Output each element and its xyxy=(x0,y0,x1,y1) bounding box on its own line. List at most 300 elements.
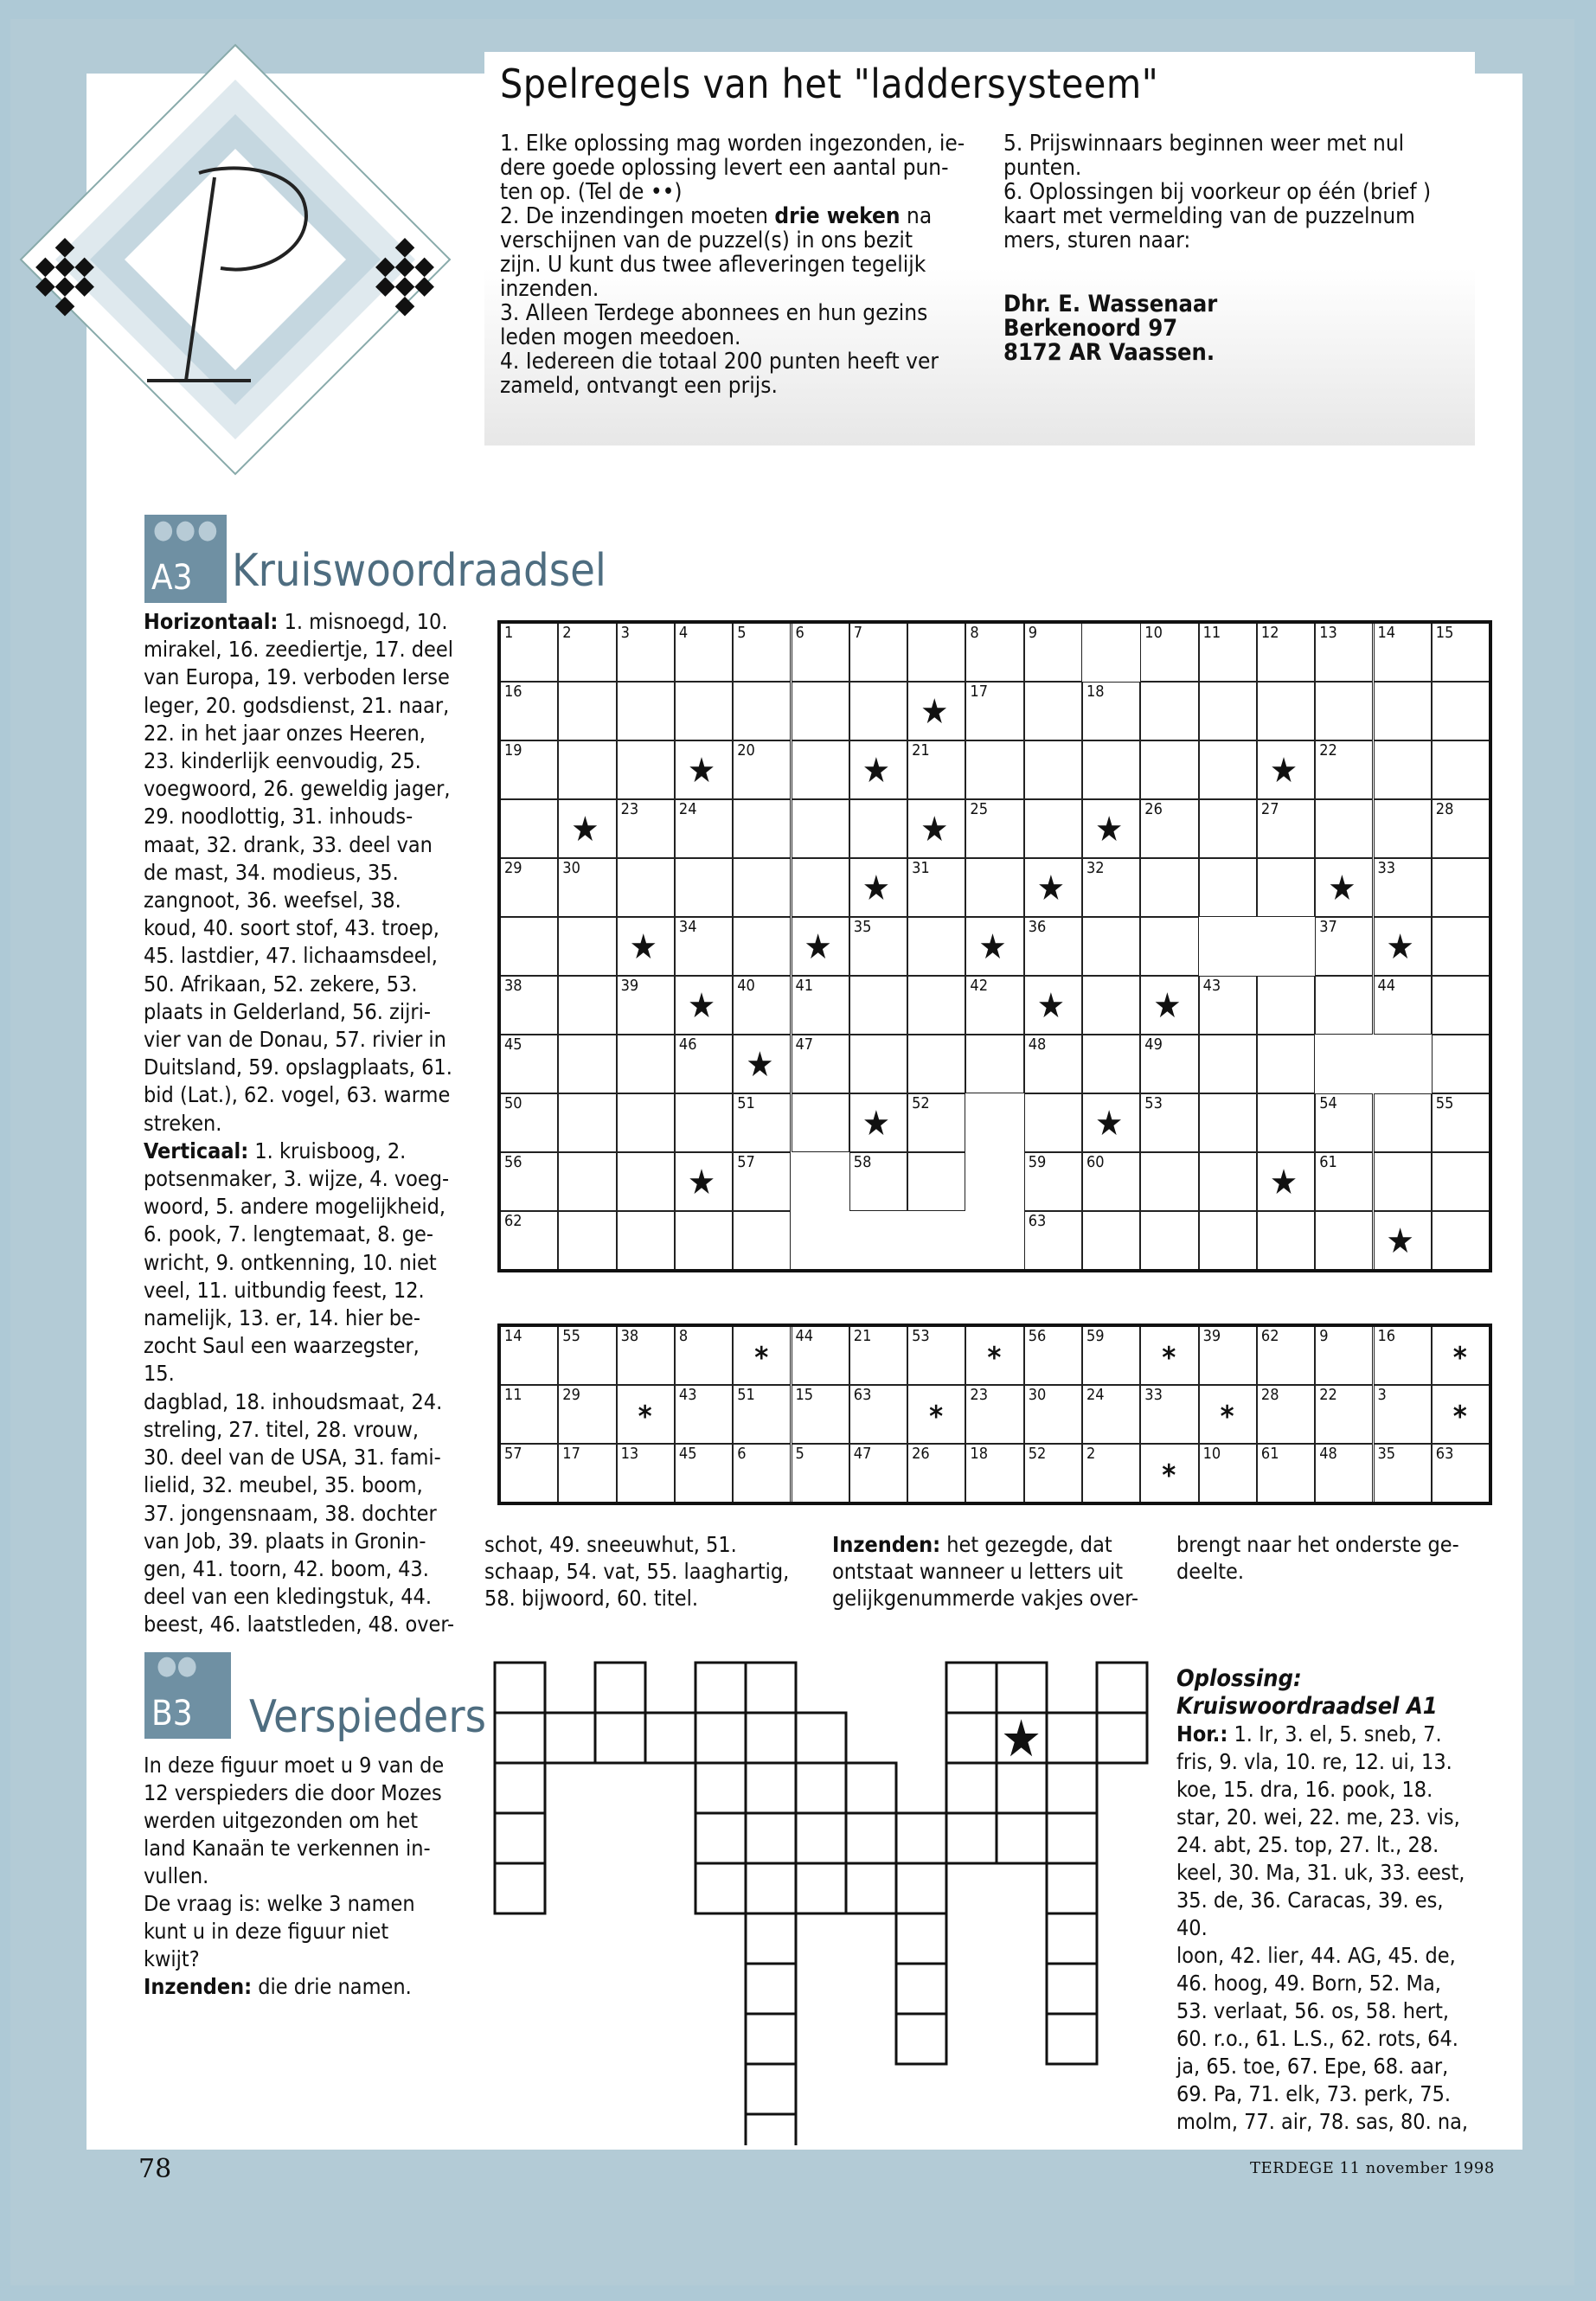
b3-line xyxy=(144,1752,455,1779)
text-run: werden uitgezonden om het xyxy=(144,1808,419,1833)
asterisk-cell xyxy=(733,1326,791,1385)
grid-cell xyxy=(792,858,849,917)
grid-cell xyxy=(1024,623,1082,682)
grid-cell xyxy=(1432,1211,1490,1270)
text-run: streken. xyxy=(144,1110,222,1136)
text-run: 50. Afrikaan, 52. zekere, 53. xyxy=(144,971,418,997)
grid-cell xyxy=(849,1152,907,1211)
text-run: lielid, 32. meubel, 35. boom, xyxy=(144,1472,423,1498)
cell-number: 38 xyxy=(504,977,522,995)
cell-number: 56 xyxy=(1028,1327,1047,1345)
cell-number: 6 xyxy=(737,1445,747,1463)
grid-cell xyxy=(1140,623,1198,682)
a3-code: A3 xyxy=(151,558,193,598)
cell-number: 45 xyxy=(678,1445,697,1463)
cell-number: 27 xyxy=(1260,800,1279,818)
rule-line: 6. Oplossingen bij voorkeur op één (brief ) xyxy=(1003,179,1432,205)
cell-number: 42 xyxy=(970,977,988,995)
grid-cell xyxy=(1199,1093,1257,1152)
figure-cell xyxy=(946,1813,997,1863)
star-icon: ★ xyxy=(571,810,599,849)
rules-left-column xyxy=(500,131,984,398)
figure-cell xyxy=(1047,1713,1097,1763)
figure-cell xyxy=(896,1964,946,2014)
grid-cell xyxy=(500,1152,558,1211)
inzenden-line: deelte. xyxy=(1176,1559,1245,1584)
rules-title: Spelregels van het "laddersysteem" xyxy=(500,61,1159,107)
grid-cell xyxy=(500,1035,558,1093)
star-icon: ★ xyxy=(1036,986,1065,1026)
a3-inzenden-continued xyxy=(1176,1531,1471,1585)
cell-number: 61 xyxy=(1319,1153,1337,1171)
star-icon: ★ xyxy=(746,1045,774,1085)
cell-number: 14 xyxy=(1377,624,1396,642)
clue-line xyxy=(144,720,455,747)
grid-cell xyxy=(792,1093,849,1152)
star-cell xyxy=(1024,858,1082,917)
cell-number: 57 xyxy=(737,1153,755,1171)
star-cell xyxy=(675,976,733,1035)
grid-cell xyxy=(1024,682,1082,740)
cell-number: 53 xyxy=(912,1327,930,1345)
clue-line xyxy=(144,1500,455,1528)
solution-cell xyxy=(849,1444,907,1503)
grid-cell xyxy=(792,682,849,740)
cell-number: 63 xyxy=(853,1386,872,1404)
cell-number: 49 xyxy=(1144,1035,1163,1054)
grid-cell xyxy=(733,1093,791,1152)
cell-number: 18 xyxy=(970,1445,988,1463)
grid-cell xyxy=(1257,976,1315,1035)
star-cell xyxy=(1140,976,1198,1035)
asterisk-icon: * xyxy=(638,1400,652,1434)
solution-cell xyxy=(1199,1444,1257,1503)
figure-cell xyxy=(796,1813,846,1863)
asterisk-icon: * xyxy=(1162,1458,1176,1493)
cell-number: 63 xyxy=(1028,1212,1047,1230)
grid-cell xyxy=(500,858,558,917)
grid-cell xyxy=(792,740,849,799)
figure-cell xyxy=(997,1763,1047,1813)
clue-line xyxy=(144,803,455,830)
grid-cell xyxy=(1257,1093,1315,1152)
a3-clues xyxy=(144,608,455,1639)
grid-cell xyxy=(1432,740,1490,799)
grid-cell xyxy=(1432,917,1490,976)
solution-a1 xyxy=(1176,1665,1471,2136)
cell-number: 14 xyxy=(504,1327,522,1345)
cell-number: 39 xyxy=(620,977,639,995)
solution-cell xyxy=(617,1444,675,1503)
clue-line xyxy=(144,1555,455,1583)
solution-cell xyxy=(1374,1385,1432,1444)
grid-cell xyxy=(1199,799,1257,858)
figure-cell xyxy=(1047,1964,1097,2014)
grid-cell xyxy=(558,682,616,740)
text-run: streling, 27. titel, 28. vrouw, xyxy=(144,1416,419,1442)
grid-cell xyxy=(792,1035,849,1093)
cell-number: 48 xyxy=(1319,1445,1337,1463)
star-cell xyxy=(617,917,675,976)
b3-description xyxy=(144,1752,455,2001)
grid-cell xyxy=(558,858,616,917)
grid-cell xyxy=(1374,740,1432,799)
cell-number: 13 xyxy=(620,1445,639,1463)
rule-line: leden mogen meedoen. xyxy=(500,324,741,350)
asterisk-cell xyxy=(965,1326,1023,1385)
puzzle-logo xyxy=(0,17,484,502)
grid-cell xyxy=(1024,740,1082,799)
clue-line xyxy=(144,1444,455,1471)
asterisk-icon: * xyxy=(929,1400,944,1434)
grid-cell xyxy=(1315,1211,1373,1270)
cell-number: 35 xyxy=(853,918,872,936)
text-run: land Kanaän te verkennen in- xyxy=(144,1836,431,1861)
solution-cell xyxy=(1024,1326,1082,1385)
cell-number: 7 xyxy=(853,624,863,642)
grid-cell xyxy=(907,1093,965,1152)
grid-cell xyxy=(675,1093,733,1152)
grid-cell xyxy=(1257,1211,1315,1270)
cell-number: 2 xyxy=(1086,1445,1096,1463)
grid-cell xyxy=(617,1211,675,1270)
cell-number: 34 xyxy=(678,918,697,936)
figure-cell xyxy=(1047,1863,1097,1913)
cell-number: 43 xyxy=(678,1386,697,1404)
grid-cell xyxy=(1199,1152,1257,1211)
solution-cell xyxy=(1257,1385,1315,1444)
figure-cell xyxy=(946,1713,997,1763)
figure-cell xyxy=(695,1663,746,1713)
text-run: van Job, 39. plaats in Gronin- xyxy=(144,1528,426,1554)
solution-subtitle: Kruiswoordraadsel A1 xyxy=(1176,1693,1438,1720)
b3-line xyxy=(144,1945,455,1973)
solution-line xyxy=(1176,1776,1471,1804)
grid-cell xyxy=(1315,682,1373,740)
cell-number: 28 xyxy=(1435,800,1454,818)
clue-line xyxy=(144,1388,455,1416)
text-run: veel, 11. uitbundig feest, 12. xyxy=(144,1277,425,1303)
grid-cell xyxy=(907,976,965,1035)
text-run: maat, 32. drank, 33. deel van xyxy=(144,831,433,857)
solution-line xyxy=(1176,2025,1471,2053)
grid-cell xyxy=(849,623,907,682)
cell-number: 57 xyxy=(504,1445,522,1463)
cell-number: 33 xyxy=(1144,1386,1163,1404)
figure-cell xyxy=(846,1813,896,1863)
figure-cell xyxy=(896,1863,946,1913)
cell-number: 9 xyxy=(1028,624,1037,642)
star-icon: ★ xyxy=(920,810,949,849)
cell-number: 47 xyxy=(853,1445,872,1463)
grid-cell xyxy=(1082,1211,1140,1270)
solution-cell xyxy=(1082,1385,1140,1444)
cell-number: 11 xyxy=(504,1386,522,1404)
grid-cell xyxy=(1082,682,1140,740)
clue-line xyxy=(144,636,455,663)
text-run: molm, 77. air, 78. sas, 80. na, xyxy=(1176,2109,1469,2134)
inzenden-line xyxy=(832,1558,1152,1585)
cell-number: 54 xyxy=(1319,1094,1337,1112)
grid-cell xyxy=(1082,976,1140,1035)
grid-cell xyxy=(792,799,849,858)
solution-cell xyxy=(907,1444,965,1503)
text-run: 53. verlaat, 56. os, 58. hert, xyxy=(1176,1998,1450,2023)
rule-line: 1. Elke oplossing mag worden ingezonden, ie- xyxy=(500,131,965,157)
cell-number: 24 xyxy=(678,800,697,818)
star-icon: ★ xyxy=(1269,751,1298,791)
grid-cell xyxy=(1432,976,1490,1035)
clue-line xyxy=(144,1416,455,1444)
text-run: gelijkgenummerde vakjes over- xyxy=(832,1586,1139,1611)
rule-line: zijn. U kunt dus twee afleveringen tegelijk xyxy=(500,252,926,278)
solution-cell xyxy=(733,1444,791,1503)
grid-cell xyxy=(675,858,733,917)
text-run: 29. noodlottig, 31. inhouds- xyxy=(144,804,413,830)
grid-cell xyxy=(1024,1035,1082,1093)
text-run: koud, 40. soort stof, 43. troep, xyxy=(144,915,439,941)
rule-line: 4. Iedereen die totaal 200 punten heeft ver xyxy=(500,349,939,375)
grid-cell xyxy=(1432,1152,1490,1211)
star-icon: ★ xyxy=(1153,986,1182,1026)
star-icon: ★ xyxy=(1386,1221,1414,1261)
solution-cell xyxy=(792,1385,849,1444)
solution-cell xyxy=(733,1385,791,1444)
rule-line: 3. Alleen Terdege abonnees en hun gezins xyxy=(500,300,928,326)
solution-line xyxy=(1176,1804,1471,1831)
a3-inzenden xyxy=(832,1531,1152,1612)
b3-line xyxy=(144,1973,455,2001)
blank-cell xyxy=(965,1093,1023,1152)
grid-cell xyxy=(1140,1035,1198,1093)
figure-cell xyxy=(997,1813,1047,1863)
grid-cell xyxy=(675,1035,733,1093)
blank-cell xyxy=(1199,917,1257,976)
solution-cell xyxy=(675,1385,733,1444)
cell-number: 62 xyxy=(504,1212,522,1230)
clue-line xyxy=(144,1277,455,1304)
star-icon: ★ xyxy=(862,1104,891,1144)
grid-cell xyxy=(1432,1035,1490,1093)
text-run: loon, 42. lier, 44. AG, 45. de, xyxy=(1176,1943,1456,1968)
cell-number: 25 xyxy=(970,800,988,818)
grid-cell xyxy=(1315,740,1373,799)
grid-cell xyxy=(733,858,791,917)
grid-cell xyxy=(558,1093,616,1152)
figure-cell xyxy=(495,1663,545,1713)
cell-number: 55 xyxy=(1435,1094,1454,1112)
text-run: die drie namen. xyxy=(252,1974,412,1999)
cell-number: 5 xyxy=(737,624,747,642)
grid-cell xyxy=(500,1093,558,1152)
star-cell xyxy=(1257,1152,1315,1211)
star-icon: ★ xyxy=(687,1163,716,1202)
grid-cell xyxy=(792,623,849,682)
cell-number: 41 xyxy=(795,977,814,995)
grid-cell xyxy=(733,917,791,976)
clue-line xyxy=(144,831,455,859)
cell-number: 55 xyxy=(562,1327,580,1345)
grid-cell xyxy=(617,976,675,1035)
grid-cell xyxy=(1024,917,1082,976)
cell-number: 22 xyxy=(1319,741,1337,760)
grid-cell xyxy=(849,1035,907,1093)
grid-cell xyxy=(1024,1152,1082,1211)
star-cell xyxy=(1082,799,1140,858)
a3-title: Kruiswoordraadsel xyxy=(232,545,606,597)
clue-line xyxy=(144,998,455,1026)
star-cell xyxy=(792,917,849,976)
b3-line xyxy=(144,1779,455,1807)
clue-line xyxy=(144,859,455,887)
figure-cell xyxy=(1047,2014,1097,2064)
bold-run: Inzenden: xyxy=(832,1532,941,1557)
asterisk-cell xyxy=(1432,1385,1490,1444)
cell-number: 16 xyxy=(1377,1327,1396,1345)
clue-line xyxy=(144,1081,455,1109)
grid-cell xyxy=(1432,858,1490,917)
cell-number: 21 xyxy=(853,1327,872,1345)
solution-cell xyxy=(1082,1444,1140,1503)
grid-cell xyxy=(907,623,965,682)
blank-cell xyxy=(1315,1035,1373,1093)
cell-number: 2 xyxy=(562,624,572,642)
solution-cell xyxy=(1374,1444,1432,1503)
cell-number: 26 xyxy=(912,1445,930,1463)
cell-number: 44 xyxy=(795,1327,814,1345)
solution-cell xyxy=(792,1326,849,1385)
grid-cell xyxy=(1374,1093,1432,1152)
grid-cell xyxy=(1024,799,1082,858)
grid-cell xyxy=(617,1093,675,1152)
grid-cell xyxy=(849,976,907,1035)
star-cell xyxy=(849,740,907,799)
grid-cell xyxy=(733,1211,791,1270)
solution-cell xyxy=(1315,1385,1373,1444)
grid-cell xyxy=(907,917,965,976)
star-icon: ★ xyxy=(804,927,832,967)
grid-cell xyxy=(1315,917,1373,976)
grid-cell xyxy=(1024,1211,1082,1270)
solution-cell xyxy=(1082,1326,1140,1385)
grid-cell xyxy=(558,1035,616,1093)
solution-cell xyxy=(1315,1444,1373,1503)
cell-number: 9 xyxy=(1319,1327,1329,1345)
grid-cell xyxy=(558,1211,616,1270)
rules-right-column xyxy=(1003,131,1471,253)
cell-number: 24 xyxy=(1086,1386,1105,1404)
bold-run: Verticaal: xyxy=(144,1138,249,1163)
solution-cell xyxy=(1257,1326,1315,1385)
cell-number: 40 xyxy=(737,977,755,995)
figure-cell xyxy=(1047,1913,1097,1964)
grid-cell xyxy=(1140,1152,1198,1211)
clue-line xyxy=(144,1304,455,1332)
cell-number: 3 xyxy=(620,624,630,642)
grid-cell xyxy=(500,623,558,682)
solution-cell xyxy=(792,1444,849,1503)
solution-cell xyxy=(558,1326,616,1385)
grid-cell xyxy=(733,682,791,740)
cell-number: 33 xyxy=(1377,859,1396,877)
text-run: de mast, 34. modieus, 35. xyxy=(144,859,399,885)
figure-cell xyxy=(1097,1713,1147,1763)
figure-cell xyxy=(495,1713,545,1763)
b3-line xyxy=(144,1835,455,1862)
star-cell xyxy=(1257,740,1315,799)
rule-line xyxy=(500,204,984,228)
grid-cell xyxy=(965,858,1023,917)
grid-cell xyxy=(1315,799,1373,858)
cell-number: 31 xyxy=(912,859,930,877)
rule-line: 5. Prijswinnaars beginnen weer met nul xyxy=(1003,131,1405,157)
cell-number: 37 xyxy=(1319,918,1337,936)
star-icon: ★ xyxy=(1095,1104,1124,1144)
solution-line xyxy=(1176,1970,1471,1997)
clue-line xyxy=(144,1193,455,1221)
star-cell xyxy=(1082,1093,1140,1152)
cell-number: 52 xyxy=(912,1094,930,1112)
figure-cell xyxy=(796,1763,846,1813)
star-cell xyxy=(849,858,907,917)
star-icon: ★ xyxy=(1036,868,1065,908)
cell-number: 32 xyxy=(1086,859,1105,877)
text-run: fris, 9. vla, 10. re, 12. ui, 13. xyxy=(1176,1749,1452,1774)
solution-lines xyxy=(1176,1721,1471,2136)
star-cell xyxy=(1315,858,1373,917)
star-cell xyxy=(1374,1211,1432,1270)
solution-cell xyxy=(675,1326,733,1385)
grid-cell xyxy=(1199,740,1257,799)
clue-line xyxy=(144,663,455,691)
star-icon: ★ xyxy=(1095,810,1124,849)
grid-cell xyxy=(1257,682,1315,740)
text-run: 12 verspieders die door Mozes xyxy=(144,1780,442,1805)
figure-cell xyxy=(495,1863,545,1913)
grid-cell xyxy=(675,799,733,858)
clue-line xyxy=(144,1054,455,1081)
text-run: 24. abt, 25. top, 27. lt., 28. xyxy=(1176,1832,1439,1857)
cell-number: 58 xyxy=(853,1153,872,1171)
asterisk-cell xyxy=(617,1385,675,1444)
figure-cell xyxy=(495,1813,545,1863)
bold-run: Inzenden: xyxy=(144,1974,253,1999)
cell-number: 1 xyxy=(504,624,514,642)
cell-number: 43 xyxy=(1202,977,1221,995)
grid-cell xyxy=(617,1152,675,1211)
grid-cell xyxy=(733,1152,791,1211)
grid-cell xyxy=(733,976,791,1035)
cell-number: 26 xyxy=(1144,800,1163,818)
figure-cell xyxy=(746,1763,796,1813)
text-run: het gezegde, dat xyxy=(940,1532,1112,1557)
rule-line: dere goede oplossing levert een aantal pun- xyxy=(500,155,949,181)
cell-number: 35 xyxy=(1377,1445,1396,1463)
text-run: keel, 30. Ma, 31. uk, 33. eest, xyxy=(1176,1860,1465,1885)
rule-line: ten op. (Tel de ••) xyxy=(500,179,683,205)
text-run: deel van een kledingstuk, 44. xyxy=(144,1584,432,1610)
text-run: zangnoot, 36. weefsel, 38. xyxy=(144,888,401,913)
grid-cell xyxy=(675,917,733,976)
clue-line xyxy=(144,775,455,803)
cell-number: 23 xyxy=(970,1386,988,1404)
cell-number: 63 xyxy=(1435,1445,1454,1463)
grid-cell xyxy=(500,917,558,976)
clue-line xyxy=(144,1249,455,1277)
grid-cell xyxy=(1082,740,1140,799)
star-cell xyxy=(1374,917,1432,976)
text-run: namelijk, 13. er, 14. hier be- xyxy=(144,1305,420,1331)
